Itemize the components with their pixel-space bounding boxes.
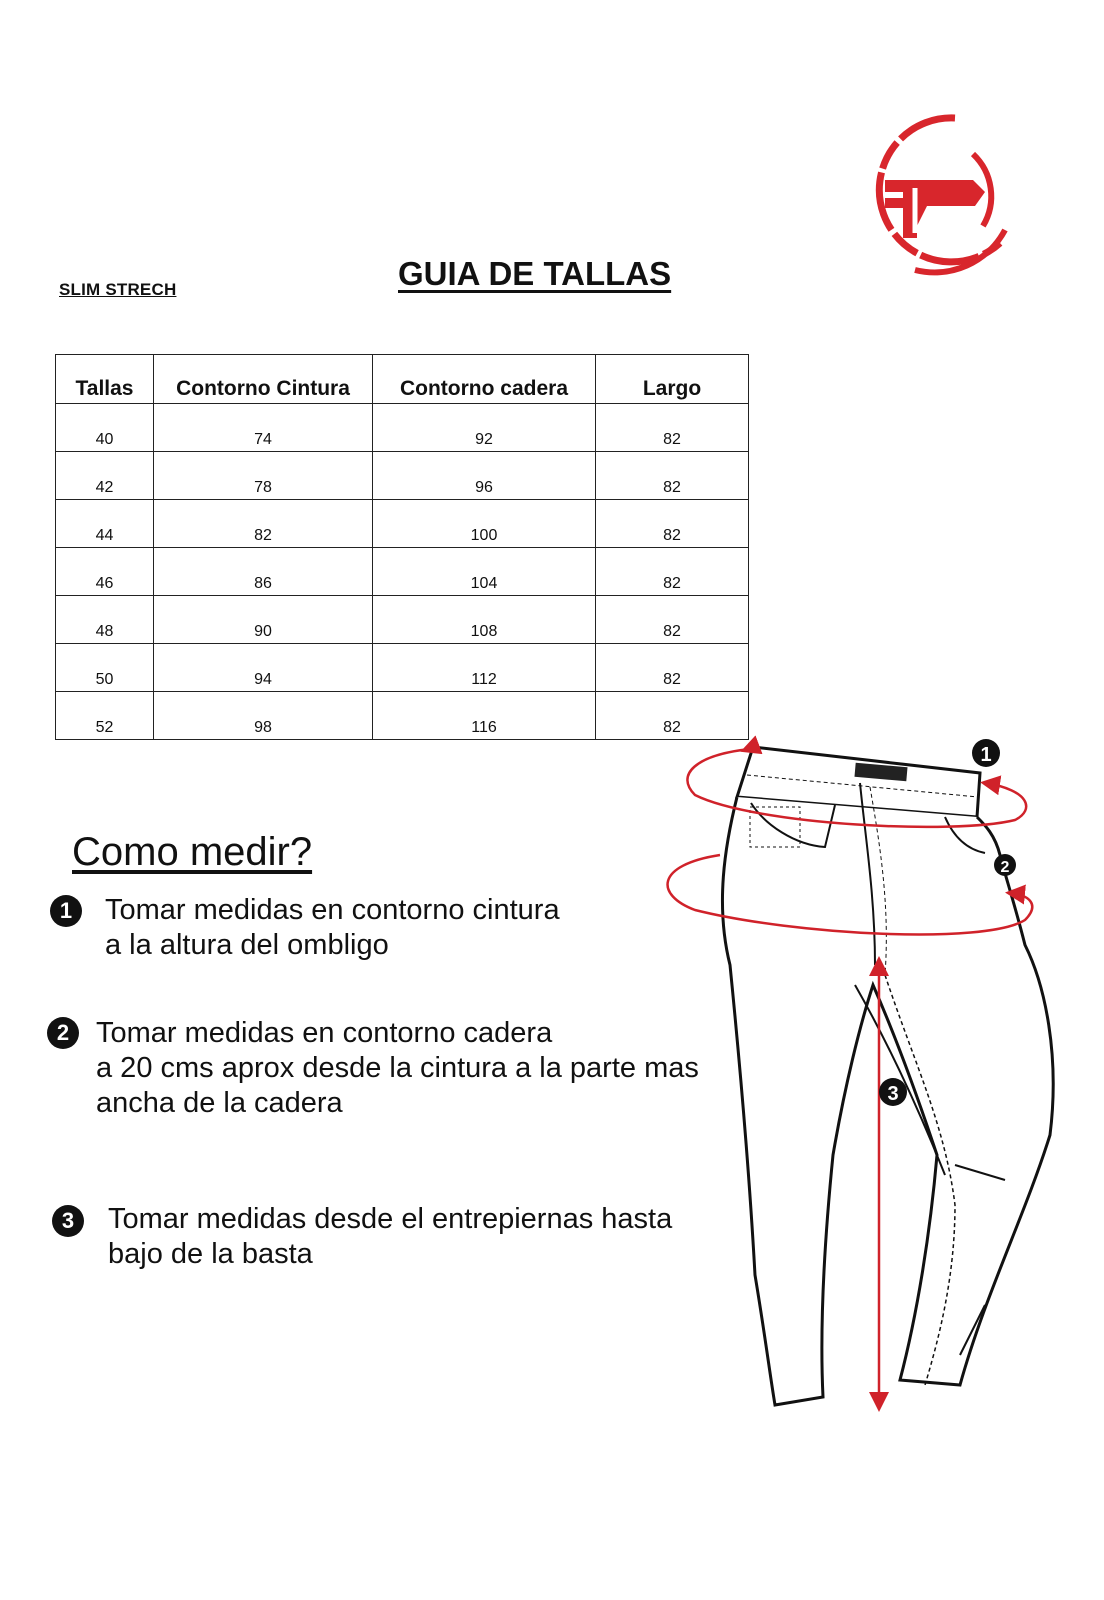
table-header-row: [56, 355, 749, 404]
table-row: [56, 596, 749, 644]
step-2-badge: 2: [47, 1017, 79, 1049]
column-header-tallas: Tallas: [56, 355, 154, 404]
step-2-line1: Tomar medidas en contorno cadera: [96, 1017, 553, 1049]
table-row: [56, 404, 749, 452]
table-row: [56, 548, 749, 596]
step-1-line1: Tomar medidas en contorno cintura: [105, 894, 560, 926]
table-cell: 50: [56, 644, 154, 692]
step-3-text: [108, 1202, 672, 1272]
fp-logo-icon: [855, 108, 1015, 283]
table-cell: 86: [154, 548, 373, 596]
page-title: GUIA DE TALLAS: [398, 255, 672, 292]
table-cell: 46: [56, 548, 154, 596]
table-cell: 116: [373, 692, 596, 740]
table-cell: 74: [154, 404, 373, 452]
size-table: [55, 354, 749, 740]
table-cell: 44: [56, 500, 154, 548]
table-cell: 52: [56, 692, 154, 740]
table-cell: 82: [596, 548, 749, 596]
table-cell: 42: [56, 452, 154, 500]
step-2-line2: a 20 cms aprox desde la cintura a la parte mas: [96, 1052, 699, 1084]
table-row: [56, 644, 749, 692]
step-2-line3: ancha de la cadera: [96, 1087, 343, 1119]
table-cell: 96: [373, 452, 596, 500]
table-cell: 90: [154, 596, 373, 644]
jeans-icon: [655, 735, 1055, 1425]
table-cell: 82: [154, 500, 373, 548]
table-cell: 104: [373, 548, 596, 596]
table-cell: 82: [596, 404, 749, 452]
how-to-heading: Como medir?: [72, 830, 313, 874]
diagram-marker-3: 3: [887, 1083, 899, 1105]
diagram-marker-2: 2: [1000, 859, 1010, 876]
table-cell: 108: [373, 596, 596, 644]
step-3-badge: 3: [52, 1205, 84, 1237]
table-cell: 48: [56, 596, 154, 644]
table-cell: 98: [154, 692, 373, 740]
table-cell: 82: [596, 500, 749, 548]
column-header-cadera: Contorno cadera: [373, 355, 596, 404]
table-cell: 112: [373, 644, 596, 692]
step-1-line2: a la altura del ombligo: [105, 929, 389, 961]
table-row: [56, 452, 749, 500]
step-2-text: [96, 1016, 699, 1121]
table-row: [56, 692, 749, 740]
table-cell: 92: [373, 404, 596, 452]
table-cell: 78: [154, 452, 373, 500]
step-3-line1: Tomar medidas desde el entrepiernas hasta: [108, 1203, 673, 1235]
table-cell: 94: [154, 644, 373, 692]
diagram-marker-1: 1: [980, 744, 992, 766]
column-header-largo: Largo: [596, 355, 749, 404]
table-cell: 82: [596, 644, 749, 692]
column-header-cintura: Contorno Cintura: [154, 355, 373, 404]
table-cell: 100: [373, 500, 596, 548]
table-cell: 82: [596, 452, 749, 500]
product-subtitle: SLIM STRECH: [59, 280, 177, 299]
table-cell: 82: [596, 596, 749, 644]
table-cell: 40: [56, 404, 154, 452]
step-3-line2: bajo de la basta: [108, 1238, 313, 1270]
step-1-text: [105, 893, 560, 963]
table-row: [56, 500, 749, 548]
table-cell: 82: [596, 692, 749, 740]
step-1-badge: 1: [50, 895, 82, 927]
